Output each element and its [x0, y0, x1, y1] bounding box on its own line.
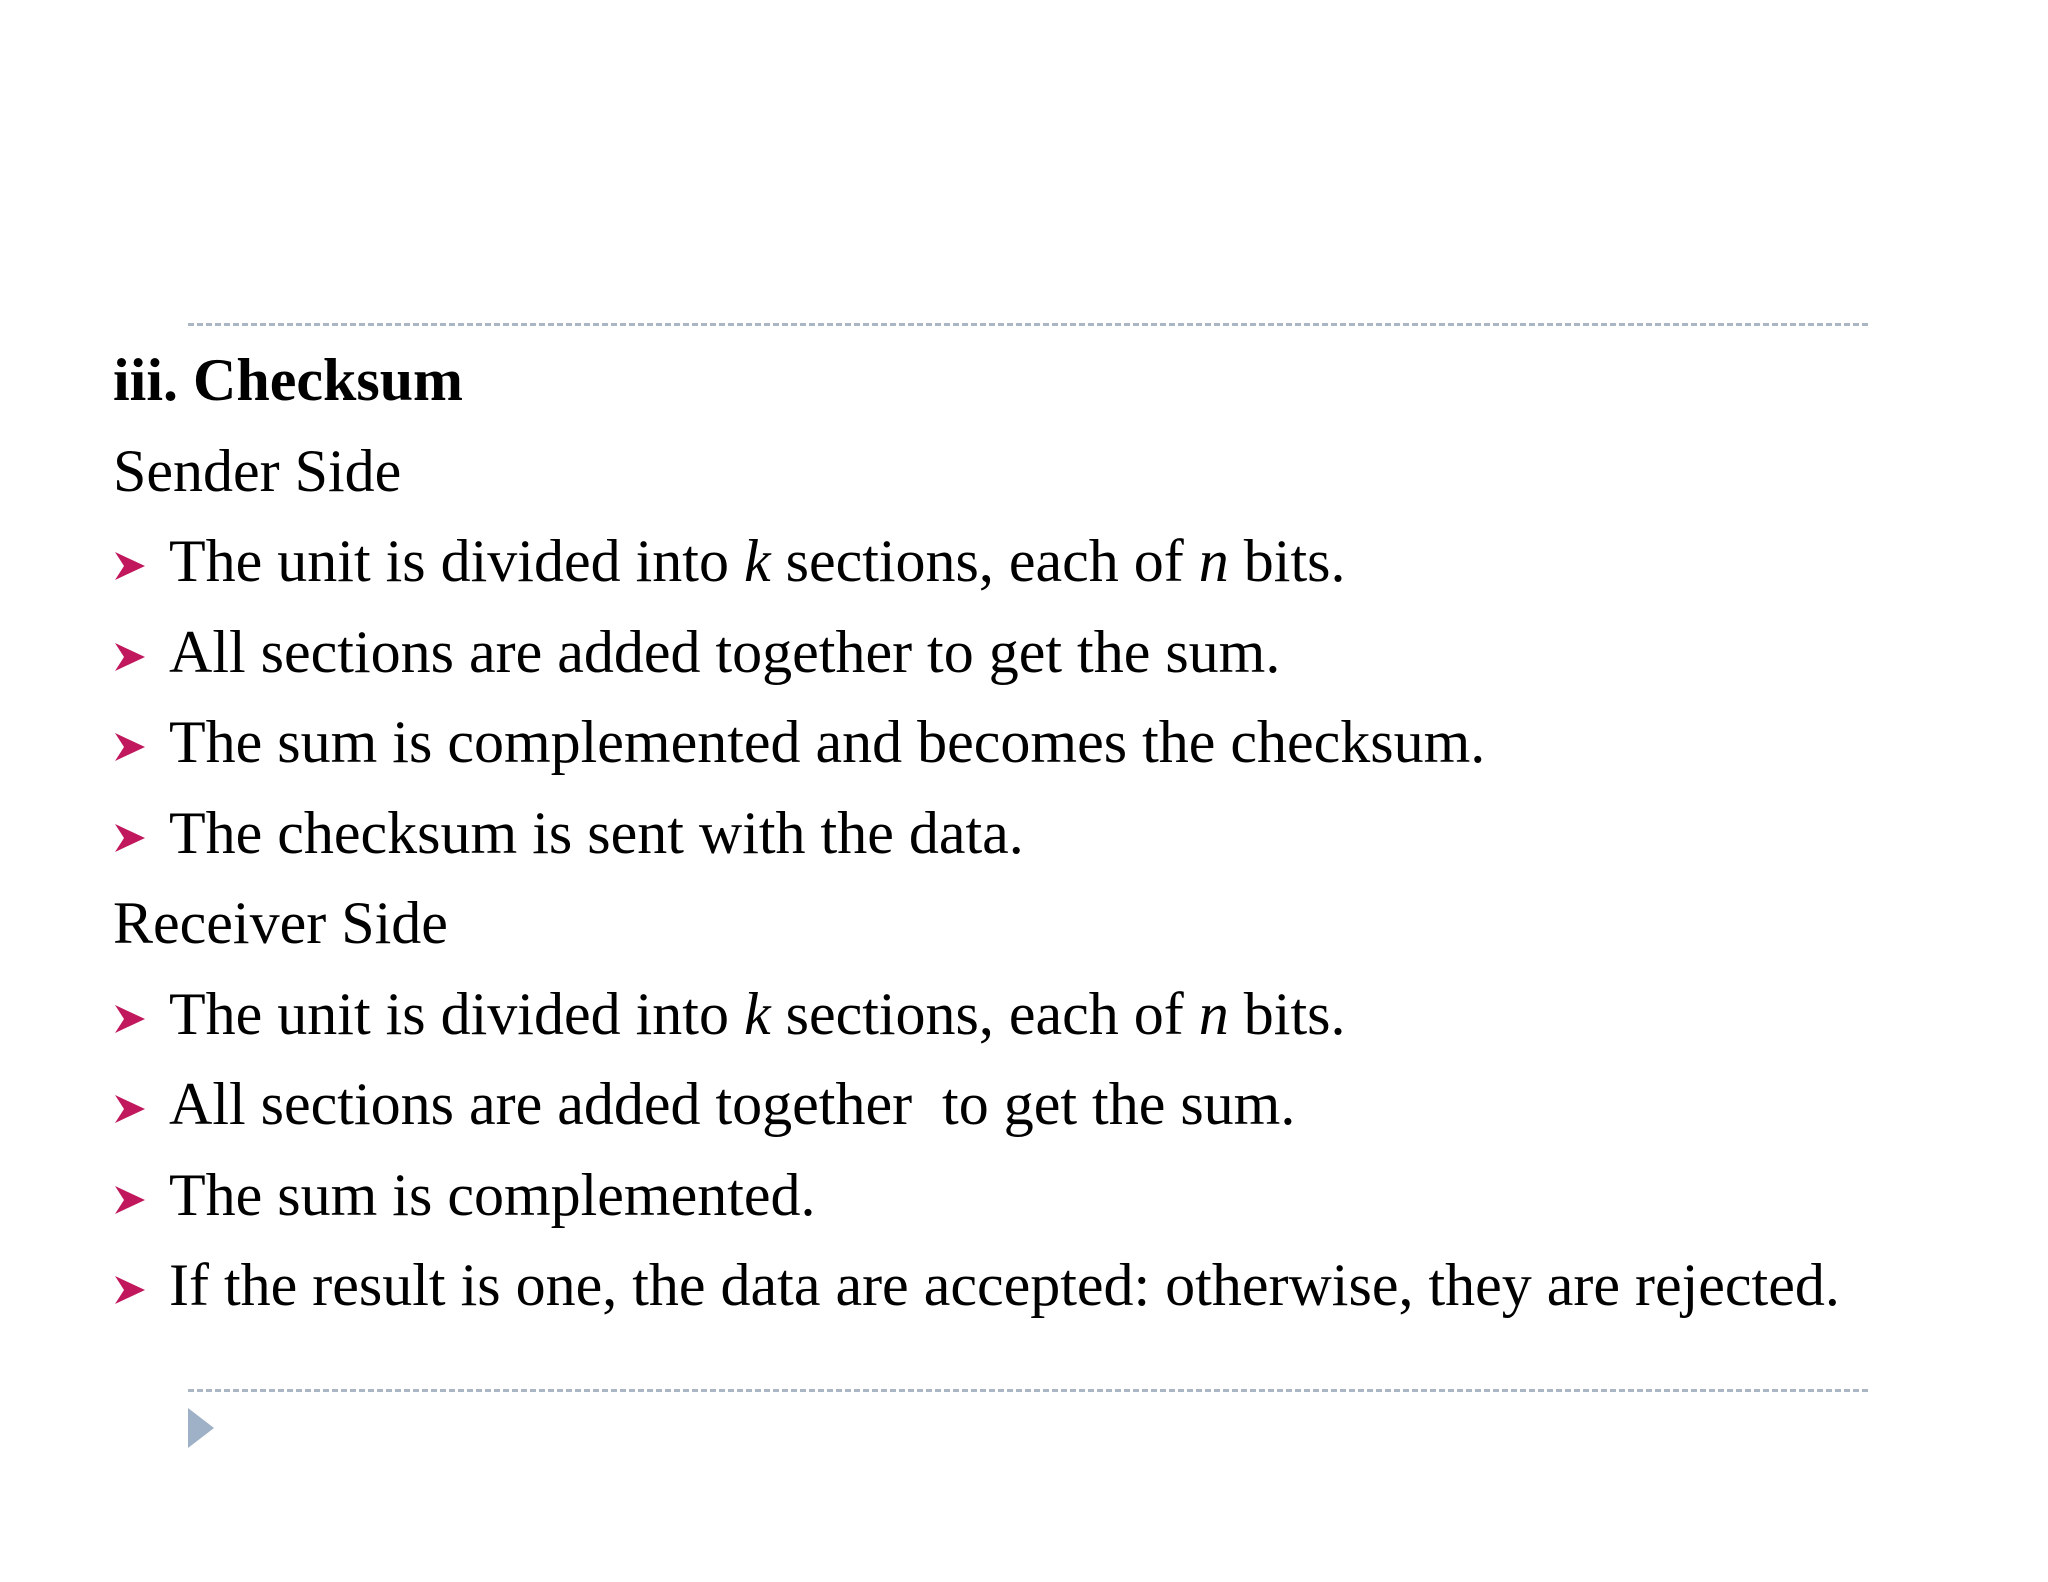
receiver-side-title: Receiver Side: [113, 890, 448, 956]
receiver-item-3: [113, 1150, 1993, 1241]
arrowhead-bullet-icon: [115, 516, 151, 607]
receiver-item-2-text: All sections are added together to get the sum.: [169, 1071, 1296, 1137]
receiver-item-4: [113, 1240, 1993, 1331]
receiver-item-1: [113, 969, 1993, 1060]
sender-item-1-text-a: The unit is divided into: [169, 528, 744, 594]
receiver-item-1-var-k: k: [743, 980, 771, 1047]
receiver-item-3-text: The sum is complemented.: [169, 1161, 816, 1228]
arrowhead-bullet-icon: [115, 969, 151, 1060]
slide-heading: iii. Checksum: [113, 347, 464, 413]
arrowhead-bullet-icon: [115, 607, 151, 698]
receiver-item-4-text: If the result is one, the data are accepted: otherwise, they are rejected.: [169, 1252, 1840, 1318]
sender-item-2-text: All sections are added together to get the sum.: [169, 618, 1281, 685]
sender-item-4: [113, 788, 1993, 879]
sender-item-1-text-c: bits.: [1228, 528, 1346, 594]
sender-item-1-var-k: k: [743, 528, 771, 594]
sender-item-1-text-b: sections, each of: [770, 528, 1199, 594]
arrowhead-bullet-icon: [115, 697, 151, 788]
receiver-item-1-text-a: The unit is divided into: [169, 980, 744, 1047]
slide-content: [113, 335, 1993, 1331]
sender-item-1-var-n: n: [1198, 528, 1229, 594]
receiver-item-1-text-c: bits.: [1228, 980, 1346, 1047]
sender-item-1: [113, 516, 1993, 607]
play-triangle-icon: [188, 1408, 214, 1453]
arrowhead-bullet-icon: [115, 1059, 151, 1150]
arrowhead-bullet-icon: [115, 1240, 151, 1331]
arrowhead-bullet-icon: [115, 788, 151, 879]
receiver-item-1-var-n: n: [1198, 980, 1229, 1047]
sender-item-4-text: The checksum is sent with the data.: [169, 799, 1024, 866]
receiver-item-1-text-b: sections, each of: [770, 980, 1199, 1047]
top-dashed-divider: [188, 323, 1868, 326]
sender-item-3: [113, 697, 1993, 788]
bottom-dashed-divider: [188, 1389, 1868, 1392]
sender-item-3-text: The sum is complemented and becomes the checksum.: [169, 709, 1486, 775]
sender-side-title: Sender Side: [113, 437, 402, 504]
arrowhead-bullet-icon: [115, 1150, 151, 1241]
receiver-item-2: [113, 1059, 1993, 1150]
sender-item-2: [113, 607, 1993, 698]
